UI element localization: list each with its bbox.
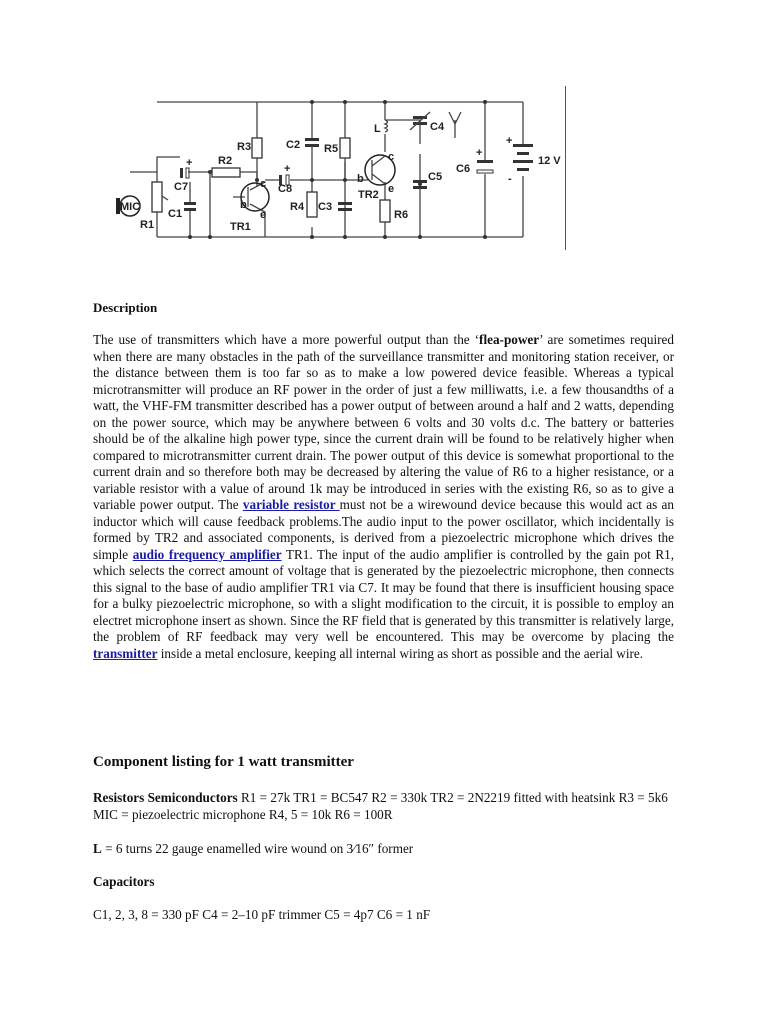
label-tr1-b: b: [240, 199, 247, 211]
capacitors-line: C1, 2, 3, 8 = 330 pF C4 = 2–10 pF trimmer C5 = 4p7 C6 = 1 nF: [93, 907, 431, 922]
description-paragraph: [93, 332, 674, 662]
label-c6: C6: [456, 163, 471, 175]
capacitors-heading: Capacitors: [93, 874, 155, 889]
variable-resistor-link[interactable]: variable resistor: [242, 497, 340, 512]
label-l: L: [374, 123, 381, 135]
label-plus-c6: +: [476, 147, 483, 159]
battery-symbol: [513, 144, 533, 147]
desc-text-f: inside a metal enclosure, keeping all internal wiring as short as possible and the aerial wire.: [157, 645, 644, 661]
label-voltage: 12 V: [538, 155, 561, 167]
r2-symbol: [212, 168, 240, 177]
label-r5: R5: [324, 143, 339, 155]
inductor-label: L: [93, 841, 102, 856]
desc-text-d: must not be a wirewound device because this would act as an inductor which will cause feedback problems.The audio input to the power oscillator, which incidentally is formed by TR2 and associated components, is derived from a piezoelectric microphone which drives the simple: [93, 497, 674, 562]
label-mic: MIC: [120, 201, 141, 213]
r5-symbol: [340, 138, 350, 158]
label-r4: R4: [290, 201, 305, 213]
label-r3: R3: [237, 141, 252, 153]
audio-frequency-amplifier-link[interactable]: audio frequency amplifier: [132, 546, 282, 562]
label-tr1-c: c: [260, 178, 267, 190]
desc-text-flea-power: flea-power: [479, 332, 540, 347]
label-tr1-e: e: [260, 209, 267, 221]
label-plus-c8: +: [284, 163, 291, 175]
label-minus-battery: -: [508, 173, 512, 185]
label-c1: C1: [168, 208, 183, 220]
desc-text-e: TR1. The input of the audio amplifier is controlled by the gain pot R1, which selects the correct amount of voltage that is generated by the piezoelectric microphone, then connects this signal to the base of audio amplifier TR1 via C7. It may be found that there is insufficient housing space for a bulky piezoelectric microphone, so with a slight modification to the circuit, it is possible to employ an electret microphone insert as shown. Since the RF field that is generated by this transmitter is relatively large, the problem of RF feedback may very well be encountered. This may be overcome by placing the: [93, 546, 675, 644]
inductor-line: [93, 841, 674, 858]
label-c8: C8: [278, 183, 293, 195]
label-tr2-b: b: [357, 173, 364, 185]
antenna-symbol: [449, 112, 461, 138]
component-listing-heading: Component listing for 1 watt transmitter: [93, 754, 354, 770]
label-r1: R1: [140, 219, 155, 231]
r3-symbol: [252, 138, 262, 158]
label-plus-c7: +: [186, 157, 193, 169]
label-r2: R2: [218, 155, 233, 167]
description-heading: Description: [93, 300, 158, 315]
resistors-label: Resistors Semiconductors: [93, 790, 238, 805]
r1-symbol: [152, 182, 162, 212]
label-tr2: TR2: [358, 189, 379, 201]
label-tr1: TR1: [230, 221, 251, 233]
resistors-semiconductors-line: [93, 790, 674, 823]
label-c5: C5: [428, 171, 443, 183]
r6-symbol: [380, 200, 390, 222]
circuit-schematic: [100, 82, 580, 257]
resistors-text: R1 = 27k TR1 = BC547 R2 = 330k TR2 = 2N2219 fitted with heatsink R3 = 5k6 MIC = piezoelectric microphone R4, 5 = 10k R6 = 100R: [93, 790, 668, 822]
page-divider-line: [565, 86, 566, 250]
inductor-text: = 6 turns 22 gauge enamelled wire wound on 3⁄16″ former: [101, 841, 414, 856]
label-r6: R6: [394, 209, 409, 221]
label-plus-battery: +: [506, 135, 513, 147]
label-tr2-c: c: [388, 151, 395, 163]
label-c7: C7: [174, 181, 189, 193]
transmitter-link[interactable]: transmitter: [93, 645, 158, 661]
desc-text-c: ’ are sometimes required when there are many obstacles in the path of the surveillance transmitter and monitoring station receiver, or the distance between them is too far so as to make a low powered device feasible. Whereas a typical microtransmitter will produce an RF power in the order of just a few milliwatts, i.e. a few thousandths of a watt, the VHF-FM transmitter described has a power output of between around a half and 2 watts, depending on the power source, which may be anywhere between 6 volts and 30 volts d.c. The battery or batteries should be of the alkaline high power type, since the current drain will be found to be relatively higher when compared to microtransmitter current drain. The power output of this device is somewhat proportional to the current drain and so therefore both may be decreased by altering the value of R6 to a higher resistance, or a variable resistor with a value of around 1k may be introduced in series with the existing R6, so as to give a variable power output. The: [93, 332, 674, 512]
coil-l-symbol: [385, 120, 388, 132]
label-c2: C2: [286, 139, 301, 151]
label-c4: C4: [430, 121, 445, 133]
label-tr2-e: e: [388, 183, 395, 195]
label-c3: C3: [318, 201, 333, 213]
r4-symbol: [307, 192, 317, 217]
desc-text-a: The use of transmitters which have a more powerful output than the ‘: [93, 332, 480, 347]
